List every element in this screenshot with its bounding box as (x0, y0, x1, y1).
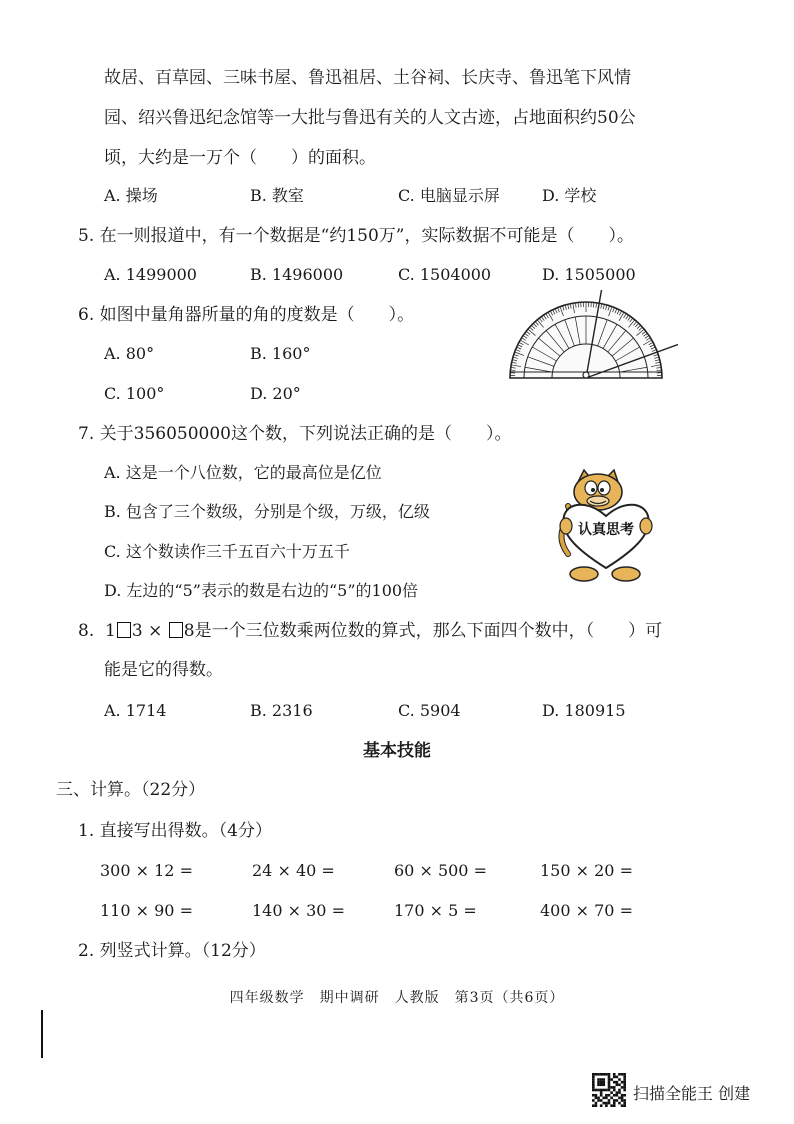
q5-option-c: C. 1504000 (398, 265, 492, 284)
q7-text: 7. 关于356050000这个数，下列说法正确的是（ ）。 (78, 424, 512, 444)
calc-item: 300 × 12 = (100, 861, 193, 880)
q8-line-1 (78, 620, 662, 642)
blank-box (117, 622, 131, 638)
q8-line-2: 能是它的得数。 (104, 660, 223, 680)
q8-option-b: B. 2316 (250, 701, 313, 720)
q4-line-3: 顷，大约是一万个（ ）的面积。 (104, 148, 376, 168)
q5-option-d: D. 1505000 (542, 265, 636, 284)
q8-number: 8. (78, 621, 95, 641)
q8-option-a: A. 1714 (104, 701, 167, 720)
calc-item: 24 × 40 = (252, 861, 335, 880)
q7-option-d: D. 左边的“5”表示的数是右边的“5”的100倍 (104, 581, 419, 600)
qr-code-icon (592, 1073, 626, 1107)
calc-item: 150 × 20 = (540, 861, 633, 880)
cartoon-heart-text: 认真思考 (578, 522, 634, 538)
calc-item: 60 × 500 = (394, 861, 487, 880)
q7-option-a: A. 这是一个八位数，它的最高位是亿位 (104, 463, 382, 482)
calc-item: 170 × 5 = (394, 901, 477, 920)
cartoon-cat-illustration (554, 468, 658, 584)
calc-item: 110 × 90 = (100, 901, 193, 920)
blank-box (169, 622, 183, 638)
calc-item: 140 × 30 = (252, 901, 345, 920)
q8-digit-3: 3 × (131, 621, 163, 641)
q4-option-b: B. 教室 (250, 186, 304, 205)
q6-text: 6. 如图中量角器所量的角的度数是（ ）。 (78, 305, 415, 325)
q7-option-c: C. 这个数读作三千五百六十万五千 (104, 542, 350, 561)
q7-option-b: B. 包含了三个数级，分别是个级，万级，亿级 (104, 502, 430, 521)
protractor-figure (506, 290, 678, 386)
q8-option-c: C. 5904 (398, 701, 461, 720)
q5-option-b: B. 1496000 (250, 265, 344, 284)
q6-option-c: C. 100° (104, 384, 165, 403)
q4-option-a: A. 操场 (104, 186, 158, 205)
part3-title: 三、计算。（22分） (56, 780, 206, 800)
margin-bar (41, 1010, 43, 1058)
q6-option-b: B. 160° (250, 344, 311, 363)
section-heading: 基本技能 (363, 741, 431, 761)
q8-option-d: D. 180915 (542, 701, 626, 720)
q6-option-d: D. 20° (250, 384, 301, 403)
part3-sub2: 2. 列竖式计算。（12分） (78, 941, 266, 961)
q4-option-c: C. 电脑显示屏 (398, 186, 500, 205)
calc-item: 400 × 70 = (540, 901, 633, 920)
q5-option-a: A. 1499000 (104, 265, 197, 284)
q4-line-1: 故居、百草园、三味书屋、鲁迅祖居、土谷祠、长庆寺、鲁迅笔下风情 (104, 68, 631, 88)
q8-text: 8是一个三位数乘两位数的算式，那么下面四个数中，（ ）可 (183, 621, 663, 641)
q5-text: 5. 在一则报道中，有一个数据是“约150万”，实际数据不可能是（ ）。 (78, 226, 634, 246)
q6-option-a: A. 80° (104, 344, 155, 363)
q8-digit-1: 1 (105, 621, 116, 641)
q4-line-2: 园、绍兴鲁迅纪念馆等一大批与鲁迅有关的人文古迹，占地面积约50公 (104, 108, 636, 128)
q4-option-d: D. 学校 (542, 186, 597, 205)
part3-sub1: 1. 直接写出得数。（4分） (78, 821, 272, 841)
scanner-watermark: 扫描全能王 创建 (633, 1084, 751, 1103)
page-footer: 四年级数学 期中调研 人教版 第3页（共6页） (229, 990, 565, 1006)
